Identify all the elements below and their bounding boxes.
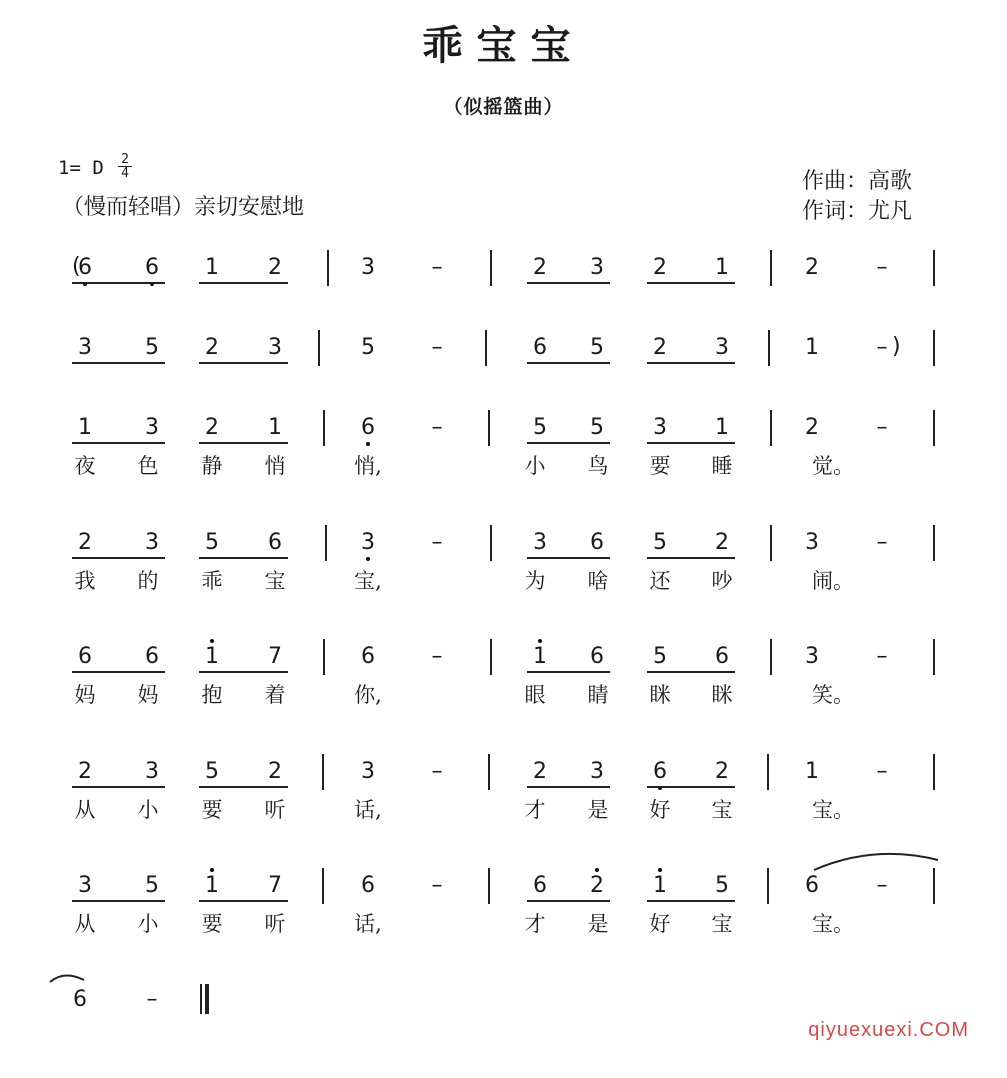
note: 2 (268, 255, 282, 280)
beam (647, 442, 735, 444)
key-signature (58, 152, 129, 181)
note: 3 (78, 873, 92, 898)
note: 3 (590, 255, 604, 280)
sustain-dash: – (431, 759, 443, 784)
high-octave-dot (595, 868, 599, 872)
watermark: qiyuexuexi.COM (808, 1019, 969, 1041)
note: 3 (78, 335, 92, 360)
lyric-char: 好 (649, 798, 671, 822)
time-denominator: 4 (118, 166, 132, 180)
barline (323, 410, 325, 446)
note: 3 (805, 530, 819, 555)
barline (318, 330, 320, 366)
note: 2 (78, 530, 92, 555)
note: 1 (205, 873, 219, 898)
note: 6 (78, 644, 92, 669)
note: 2 (205, 415, 219, 440)
beam (199, 557, 288, 559)
note: 5 (590, 335, 604, 360)
beam (72, 786, 165, 788)
note: 5 (205, 530, 219, 555)
sustain-dash: – (431, 415, 443, 440)
sustain-dash: – (876, 644, 888, 669)
composer-credit: 作曲：高歌 (802, 169, 913, 194)
note: 3 (805, 644, 819, 669)
barline (488, 868, 490, 904)
lyric-char: 妈 (74, 683, 96, 707)
beam (647, 362, 735, 364)
barline (323, 639, 325, 675)
barline (490, 525, 492, 561)
barline (770, 410, 772, 446)
barline (325, 525, 327, 561)
lyric-char: 静 (201, 454, 223, 478)
lyric-char: 抱 (201, 683, 223, 707)
sustain-dash: – (431, 335, 443, 360)
lyric-char: 闹。 (812, 569, 854, 593)
high-octave-dot (658, 868, 662, 872)
lyric-char: 要 (201, 912, 223, 936)
note: 1 (715, 255, 729, 280)
lyric-char: 的 (137, 569, 159, 593)
beam (527, 362, 610, 364)
note: 3 (145, 415, 159, 440)
barline (322, 754, 324, 790)
barline (322, 868, 324, 904)
note: 3 (361, 530, 375, 555)
lyric-char: 从 (74, 912, 96, 936)
sustain-dash: – (876, 415, 888, 440)
lyric-char: 宝。 (812, 798, 854, 822)
sustain-dash: – (146, 987, 158, 1012)
lyric-char: 鸟 (587, 454, 609, 478)
note: 7 (268, 873, 282, 898)
lyric-char: 宝。 (812, 912, 854, 936)
sustain-dash: – (431, 644, 443, 669)
key-text: 1= D (58, 157, 104, 179)
note: 6 (145, 644, 159, 669)
note: 3 (145, 530, 159, 555)
note: 5 (533, 415, 547, 440)
lyric-char: 宝, (354, 569, 382, 593)
note: 5 (653, 530, 667, 555)
beam (72, 557, 165, 559)
note: 6 (533, 335, 547, 360)
lyric-char: 要 (201, 798, 223, 822)
note: 5 (590, 415, 604, 440)
note: 6 (653, 759, 667, 784)
barline (767, 754, 769, 790)
sustain-dash: – (431, 530, 443, 555)
lyric-char: 从 (74, 798, 96, 822)
lyric-char: 你, (354, 683, 382, 707)
lyric-char: 夜 (74, 454, 96, 478)
lyric-char: 宝 (264, 569, 286, 593)
lyric-char: 话, (354, 912, 382, 936)
note: 2 (805, 415, 819, 440)
lyric-char: 是 (587, 798, 609, 822)
beam (199, 786, 288, 788)
song-subtitle: （似摇篮曲） (443, 96, 564, 118)
lyric-char: 妈 (137, 683, 159, 707)
beam (199, 362, 288, 364)
note: 3 (361, 759, 375, 784)
time-numerator: 2 (121, 152, 129, 167)
repeat-close-paren: ) (892, 334, 901, 359)
barline (933, 868, 935, 904)
sustain-dash: – (876, 255, 888, 280)
note: 5 (361, 335, 375, 360)
lyric-char: 听 (264, 912, 286, 936)
sustain-dash: – (876, 759, 888, 784)
lyric-char: 听 (264, 798, 286, 822)
barline (933, 754, 935, 790)
beam (647, 282, 735, 284)
note: 1 (268, 415, 282, 440)
note: 2 (78, 759, 92, 784)
note: 2 (653, 255, 667, 280)
tie-arc (48, 970, 88, 984)
note: 2 (590, 873, 604, 898)
sustain-dash: – (876, 530, 888, 555)
time-signature (118, 153, 132, 180)
barline (490, 250, 492, 286)
lyric-char: 小 (137, 798, 159, 822)
note: 6 (715, 644, 729, 669)
beam (199, 900, 288, 902)
note: 1 (715, 415, 729, 440)
final-barline (200, 984, 202, 1014)
lyric-char: 悄, (354, 454, 382, 478)
barline (490, 639, 492, 675)
note: 6 (805, 873, 819, 898)
beam (527, 442, 610, 444)
barline (933, 639, 935, 675)
note: 6 (361, 415, 375, 440)
barline (488, 410, 490, 446)
barline (933, 250, 935, 286)
beam (199, 442, 288, 444)
beam (199, 282, 288, 284)
note: 6 (590, 644, 604, 669)
beam (72, 362, 165, 364)
sustain-dash: – (431, 255, 443, 280)
note: 3 (653, 415, 667, 440)
barline (770, 525, 772, 561)
note: 1 (205, 255, 219, 280)
note: 1 (533, 644, 547, 669)
note: 7 (268, 644, 282, 669)
barline (933, 330, 935, 366)
note: 5 (145, 335, 159, 360)
beam (647, 671, 735, 673)
beam (199, 671, 288, 673)
barline (933, 525, 935, 561)
note: 2 (533, 255, 547, 280)
barline (767, 868, 769, 904)
note: 2 (715, 530, 729, 555)
lyric-char: 笑。 (812, 683, 854, 707)
lyric-char: 小 (524, 454, 546, 478)
lyric-char: 宝 (711, 798, 733, 822)
note: 3 (361, 255, 375, 280)
note: 5 (145, 873, 159, 898)
lyric-char: 乖 (201, 569, 223, 593)
tie-arc-path (50, 975, 84, 982)
lyric-char: 眯 (649, 683, 671, 707)
lyric-char: 宝 (711, 912, 733, 936)
barline (770, 250, 772, 286)
lyric-char: 我 (74, 569, 96, 593)
beam (647, 900, 735, 902)
barline (485, 330, 487, 366)
note: 6 (145, 255, 159, 280)
lyric-char: 悄 (264, 454, 286, 478)
beam (527, 786, 610, 788)
final-barline-thick (205, 984, 209, 1014)
note: 6 (533, 873, 547, 898)
note: 2 (268, 759, 282, 784)
beam (647, 786, 735, 788)
note: 6 (268, 530, 282, 555)
low-octave-dot (366, 557, 370, 561)
note: 3 (145, 759, 159, 784)
note: 1 (805, 335, 819, 360)
lyric-char: 色 (137, 454, 159, 478)
tie-arc-path (814, 854, 938, 870)
note: 6 (361, 644, 375, 669)
note: 3 (268, 335, 282, 360)
note: 5 (653, 644, 667, 669)
lyric-char: 才 (524, 912, 546, 936)
note: 1 (653, 873, 667, 898)
lyric-char: 睛 (587, 683, 609, 707)
lyric-char: 话, (354, 798, 382, 822)
lyricist-credit: 作词：尤凡 (802, 199, 913, 224)
lyric-char: 着 (264, 683, 286, 707)
lyric-char: 眯 (711, 683, 733, 707)
beam (647, 557, 735, 559)
beam (527, 557, 610, 559)
note: 3 (590, 759, 604, 784)
note: 1 (205, 644, 219, 669)
lyric-char: 才 (524, 798, 546, 822)
barline (488, 754, 490, 790)
repeat-open-paren: ( (72, 254, 81, 279)
lyric-char: 还 (649, 569, 671, 593)
high-octave-dot (210, 868, 214, 872)
song-title: 乖宝宝 (422, 22, 585, 69)
note: 6 (590, 530, 604, 555)
note: 2 (205, 335, 219, 360)
high-octave-dot (538, 639, 542, 643)
tie-arc (810, 850, 942, 872)
lyric-char: 睡 (711, 454, 733, 478)
note: 3 (533, 530, 547, 555)
lyric-char: 眼 (524, 683, 546, 707)
barline (768, 330, 770, 366)
note: 5 (715, 873, 729, 898)
beam (72, 900, 165, 902)
note: 5 (205, 759, 219, 784)
lyric-char: 要 (649, 454, 671, 478)
note: 2 (805, 255, 819, 280)
note: 2 (653, 335, 667, 360)
high-octave-dot (210, 639, 214, 643)
note: 6 (73, 987, 87, 1012)
sustain-dash: – (431, 873, 443, 898)
expression-marking: （慢而轻唱）亲切安慰地 (62, 195, 305, 220)
note: 3 (715, 335, 729, 360)
lyric-char: 小 (137, 912, 159, 936)
sustain-dash: – (876, 873, 888, 898)
lyric-char: 觉。 (812, 454, 854, 478)
beam (72, 442, 165, 444)
beam (527, 671, 610, 673)
beam (72, 282, 165, 284)
note: 6 (78, 255, 92, 280)
beam (527, 282, 610, 284)
beam (72, 671, 165, 673)
lyric-char: 是 (587, 912, 609, 936)
lyric-char: 为 (524, 569, 546, 593)
lyric-char: 好 (649, 912, 671, 936)
low-octave-dot (366, 442, 370, 446)
note: 1 (78, 415, 92, 440)
barline (933, 410, 935, 446)
note: 1 (805, 759, 819, 784)
sustain-dash: – (876, 335, 888, 360)
lyric-char: 啥 (587, 569, 609, 593)
note: 6 (361, 873, 375, 898)
note: 2 (533, 759, 547, 784)
note: 2 (715, 759, 729, 784)
beam (527, 900, 610, 902)
lyric-char: 吵 (711, 569, 733, 593)
barline (327, 250, 329, 286)
barline (770, 639, 772, 675)
